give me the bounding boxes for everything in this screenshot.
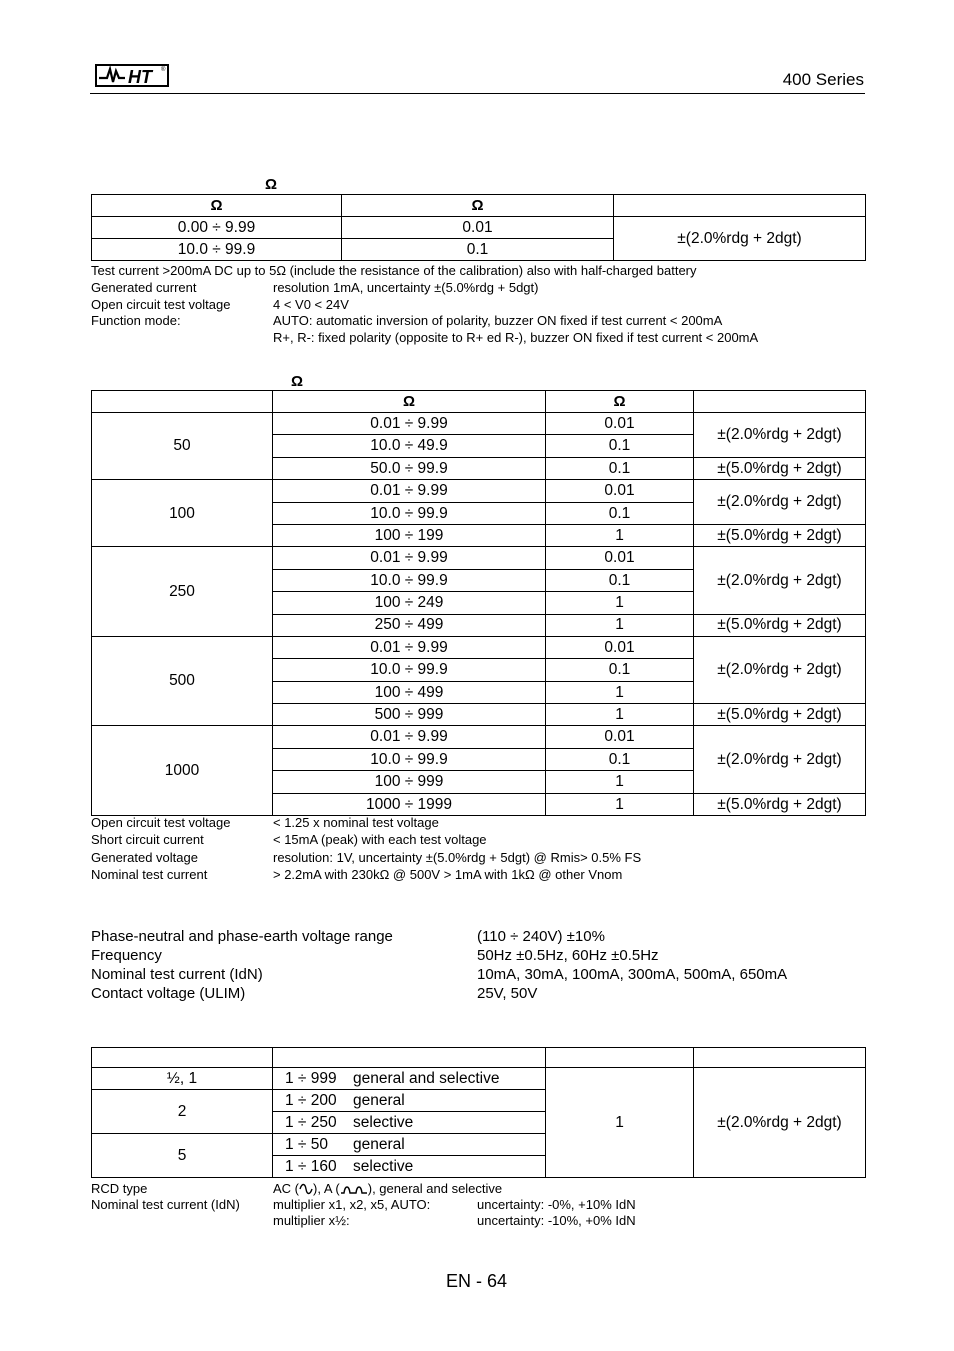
note-label: Open circuit test voltage xyxy=(91,815,231,830)
table-cell: 10.0 ÷ 49.9 xyxy=(273,435,546,457)
note-value: < 1.25 x nominal test voltage xyxy=(273,815,439,830)
table-cell: 1 xyxy=(546,681,694,703)
note-text: Test current >200mA DC up to 5Ω (include the resistance of the calibration) also with half-charged battery xyxy=(91,263,697,278)
table-cell: ±(2.0%rdg + 2dgt) xyxy=(694,480,866,525)
table-cell: 0.01 ÷ 9.99 xyxy=(273,547,546,569)
param-label: Nominal test current (IdN) xyxy=(91,966,263,983)
ins-head-unc xyxy=(694,391,866,413)
table-cell: 10.0 ÷ 99.9 xyxy=(92,239,342,261)
table-cell: 100 ÷ 249 xyxy=(273,592,546,614)
rcd-head-unc xyxy=(694,1048,866,1068)
note-label: RCD type xyxy=(91,1181,148,1196)
table-cell: 0.01 xyxy=(546,726,694,748)
table-cell: 1 xyxy=(546,793,694,815)
note-label: Nominal test current xyxy=(91,867,208,882)
param-value: 25V, 50V xyxy=(477,985,538,1002)
low-ohm-omega: Ω xyxy=(265,176,278,193)
table-cell: 0.1 xyxy=(546,502,694,524)
note-value: > 2.2mA with 230kΩ @ 500V > 1mA with 1kΩ @ other Vnom xyxy=(273,867,623,882)
insulation-table xyxy=(91,390,866,816)
param-label: Phase-neutral and phase-earth voltage range xyxy=(91,928,393,945)
table-cell: ±(2.0%rdg + 2dgt) xyxy=(694,636,866,703)
table-cell: 0.1 xyxy=(546,435,694,457)
table-cell: 100 xyxy=(92,480,273,547)
rcd-head-range xyxy=(273,1048,546,1068)
table-cell: 1000 ÷ 1999 xyxy=(273,793,546,815)
table-cell: ±(2.0%rdg + 2dgt) xyxy=(694,413,866,458)
table-cell: 10.0 ÷ 99.9 xyxy=(273,659,546,681)
note-label: Generated current xyxy=(91,280,197,295)
table-cell: 500 xyxy=(92,636,273,726)
ac-wave-icon xyxy=(299,1183,313,1195)
table-cell: 1 xyxy=(546,771,694,793)
table-cell: 0.1 xyxy=(546,569,694,591)
param-label: Contact voltage (ULIM) xyxy=(91,985,246,1002)
table-cell: ±(2.0%rdg + 2dgt) xyxy=(694,1068,866,1178)
table-cell: ±(5.0%rdg + 2dgt) xyxy=(694,524,866,546)
svg-text:HT: HT xyxy=(128,67,152,87)
table-cell: 1 ÷ 200 general xyxy=(273,1090,546,1112)
note-value: resolution: 1V, uncertainty ±(5.0%rdg + 5dgt) @ Rmis> 0.5% FS xyxy=(273,850,642,865)
note-value: multiplier x1, x2, x5, AUTO: xyxy=(273,1197,431,1212)
table-cell: 1 xyxy=(546,704,694,726)
table-cell: 0.01 ÷ 9.99 xyxy=(273,636,546,658)
param-value: (110 ÷ 240V) ±10% xyxy=(477,928,605,945)
table-cell: ±(5.0%rdg + 2dgt) xyxy=(694,614,866,636)
table-cell: 0.01 ÷ 9.99 xyxy=(273,413,546,435)
note-value: R+, R-: fixed polarity (opposite to R+ ed R-), buzzer ON fixed if test current < 200mA xyxy=(273,330,759,345)
table-cell: 1 ÷ 160 selective xyxy=(273,1156,546,1178)
param-label: Frequency xyxy=(91,947,162,964)
note-value: uncertainty: -10%, +0% IdN xyxy=(477,1213,636,1228)
table-cell: 1 ÷ 999 general and selective xyxy=(273,1068,546,1090)
table-cell: 0.01 xyxy=(546,547,694,569)
table-row xyxy=(92,726,866,748)
low-ohm-table xyxy=(91,194,866,261)
table-cell: 10.0 ÷ 99.9 xyxy=(273,502,546,524)
table-cell: 0.1 xyxy=(546,457,694,479)
table-cell: ±(2.0%rdg + 2dgt) xyxy=(614,217,866,261)
table-cell: 50 xyxy=(92,413,273,480)
table-cell: 0.01 xyxy=(546,480,694,502)
rcd-head-mult xyxy=(92,1048,273,1068)
rcd-type-value: AC ( ), A ( ), general and selective xyxy=(273,1181,503,1196)
table-cell: 1 xyxy=(546,592,694,614)
note-label: Short circuit current xyxy=(91,832,204,847)
table-cell: 1 ÷ 250 selective xyxy=(273,1112,546,1134)
table-cell: 0.00 ÷ 9.99 xyxy=(92,217,342,239)
table-cell: ±(2.0%rdg + 2dgt) xyxy=(694,726,866,793)
ht-logo xyxy=(95,62,169,88)
table-cell: 1 ÷ 50 general xyxy=(273,1134,546,1156)
table-cell: 250 xyxy=(92,547,273,637)
table-cell: 2 xyxy=(92,1090,273,1134)
rcd-table xyxy=(91,1047,866,1178)
note-label: Nominal test current (IdN) xyxy=(91,1197,240,1212)
table-cell: 250 ÷ 499 xyxy=(273,614,546,636)
table-cell: 1000 xyxy=(92,726,273,816)
series-title: 400 Series xyxy=(782,70,864,89)
low-ohm-head-range: Ω xyxy=(92,195,342,217)
pulse-wave-icon xyxy=(340,1183,368,1195)
note-label: Generated voltage xyxy=(91,850,198,865)
svg-text:®: ® xyxy=(161,67,166,73)
table-cell: ±(5.0%rdg + 2dgt) xyxy=(694,704,866,726)
rcd-head-res xyxy=(546,1048,694,1068)
table-row xyxy=(92,480,866,502)
table-cell: 0.01 xyxy=(546,636,694,658)
header-rule xyxy=(90,93,865,94)
table-cell: 100 ÷ 499 xyxy=(273,681,546,703)
table-cell: ±(5.0%rdg + 2dgt) xyxy=(694,457,866,479)
table-cell: 0.01 ÷ 9.99 xyxy=(273,726,546,748)
page-number: EN - 64 xyxy=(446,1271,508,1291)
note-label: Open circuit test voltage xyxy=(91,297,231,312)
param-value: 10mA, 30mA, 100mA, 300mA, 500mA, 650mA xyxy=(477,966,788,983)
table-row xyxy=(92,413,866,435)
param-value: 50Hz ±0.5Hz, 60Hz ±0.5Hz xyxy=(477,947,659,964)
table-row xyxy=(92,547,866,569)
table-cell: 50.0 ÷ 99.9 xyxy=(273,457,546,479)
table-cell: 0.01 xyxy=(546,413,694,435)
table-row xyxy=(92,636,866,658)
low-ohm-head-unc xyxy=(614,195,866,217)
note-value: AUTO: automatic inversion of polarity, buzzer ON fixed if test current < 200mA xyxy=(273,313,723,328)
table-cell: 0.01 xyxy=(342,217,614,239)
note-value: multiplier x½: xyxy=(273,1213,350,1228)
table-cell: 5 xyxy=(92,1134,273,1178)
table-cell: 1 xyxy=(546,614,694,636)
table-cell: 0.1 xyxy=(546,659,694,681)
table-cell: 500 ÷ 999 xyxy=(273,704,546,726)
low-ohm-head-res: Ω xyxy=(342,195,614,217)
ins-head-res: Ω xyxy=(546,391,694,413)
table-cell: 100 ÷ 999 xyxy=(273,771,546,793)
table-cell: 10.0 ÷ 99.9 xyxy=(273,569,546,591)
table-cell: ±(2.0%rdg + 2dgt) xyxy=(694,547,866,614)
ins-head-range: Ω xyxy=(273,391,546,413)
note-value: < 15mA (peak) with each test voltage xyxy=(273,832,487,847)
table-cell: 0.1 xyxy=(546,748,694,770)
table-cell: 1 xyxy=(546,524,694,546)
table-cell: ±(5.0%rdg + 2dgt) xyxy=(694,793,866,815)
table-cell: 0.1 xyxy=(342,239,614,261)
table-cell: 100 ÷ 199 xyxy=(273,524,546,546)
ins-head-voltage xyxy=(92,391,273,413)
table-cell: ½, 1 xyxy=(92,1068,273,1090)
note-value: uncertainty: -0%, +10% IdN xyxy=(477,1197,636,1212)
insulation-omega: Ω xyxy=(291,373,304,390)
table-cell: 1 xyxy=(546,1068,694,1178)
note-label: Function mode: xyxy=(91,313,181,328)
table-cell: 0.01 ÷ 9.99 xyxy=(273,480,546,502)
note-value: 4 < V0 < 24V xyxy=(273,297,349,312)
note-value: resolution 1mA, uncertainty ±(5.0%rdg + 5dgt) xyxy=(273,280,539,295)
table-cell: 10.0 ÷ 99.9 xyxy=(273,748,546,770)
